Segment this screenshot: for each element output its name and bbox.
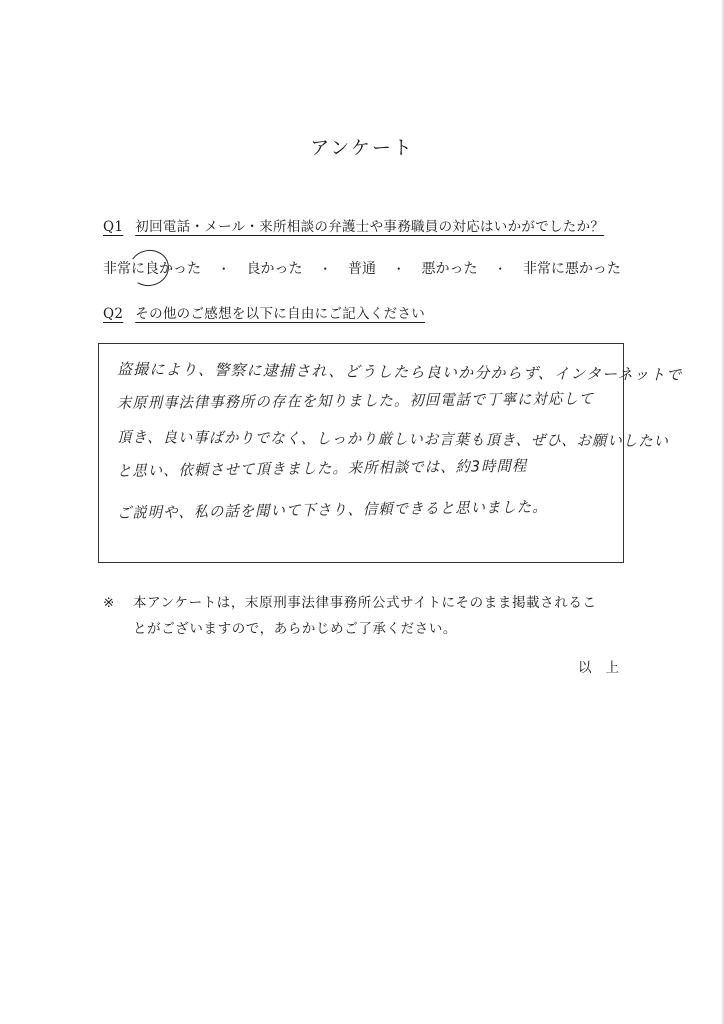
option-good[interactable]: 良かった — [246, 261, 303, 277]
option-separator: ・ — [217, 261, 230, 276]
option-very-good-label: 非常に良かった — [103, 261, 201, 277]
closing-text: 以上 — [578, 660, 633, 676]
publication-note — [103, 590, 628, 642]
note-mark: ※ — [103, 595, 115, 611]
free-answer-box — [98, 343, 683, 563]
question-1-text: 初回電話・メール・来所相談の弁護士や事務職員の対応はいかがでしたか？ — [135, 219, 605, 235]
question-2 — [103, 302, 425, 322]
option-separator: ・ — [392, 261, 405, 276]
handwritten-line: ご説明や、私の話を聞いて下さり、信頼できると思いました。 — [116, 497, 548, 522]
question-1-number: Q1 — [103, 219, 124, 235]
option-bad[interactable]: 悪かった — [421, 261, 478, 277]
option-separator: ・ — [494, 261, 507, 276]
option-separator: ・ — [319, 261, 332, 276]
option-very-bad[interactable]: 非常に悪かった — [522, 261, 621, 277]
note-line-2: とがございますので，あらかじめご了承ください。 — [133, 621, 458, 637]
rating-options — [103, 258, 621, 278]
question-2-text: その他のご感想を以下に自由にご記入ください — [135, 306, 426, 322]
handwritten-line: 末原刑事法律事務所の存在を知りました。初回電話で丁寧に対応して — [116, 389, 595, 412]
handwritten-line: 盗撮により、警察に逮捕され、どうしたら良いか分からず、インターネットで — [116, 360, 683, 384]
selected-circle-mark — [126, 246, 173, 290]
page-title: アンケート — [310, 137, 414, 159]
note-line-1: 本アンケートは，末原刑事法律事務所公式サイトにそのまま掲載されるこ — [133, 595, 597, 611]
option-very-good[interactable] — [103, 258, 201, 278]
option-average[interactable]: 普通 — [347, 261, 376, 277]
handwritten-line: と思い、依頼させて頂きました。来所相談では、約3時間程 — [116, 456, 528, 480]
question-2-number: Q2 — [103, 306, 124, 322]
handwritten-line: 頂き、良い事ばかりでなく、しっかり厳しいお言葉も頂き、ぜひ、お願いしたい — [116, 428, 670, 451]
question-1 — [103, 215, 620, 235]
